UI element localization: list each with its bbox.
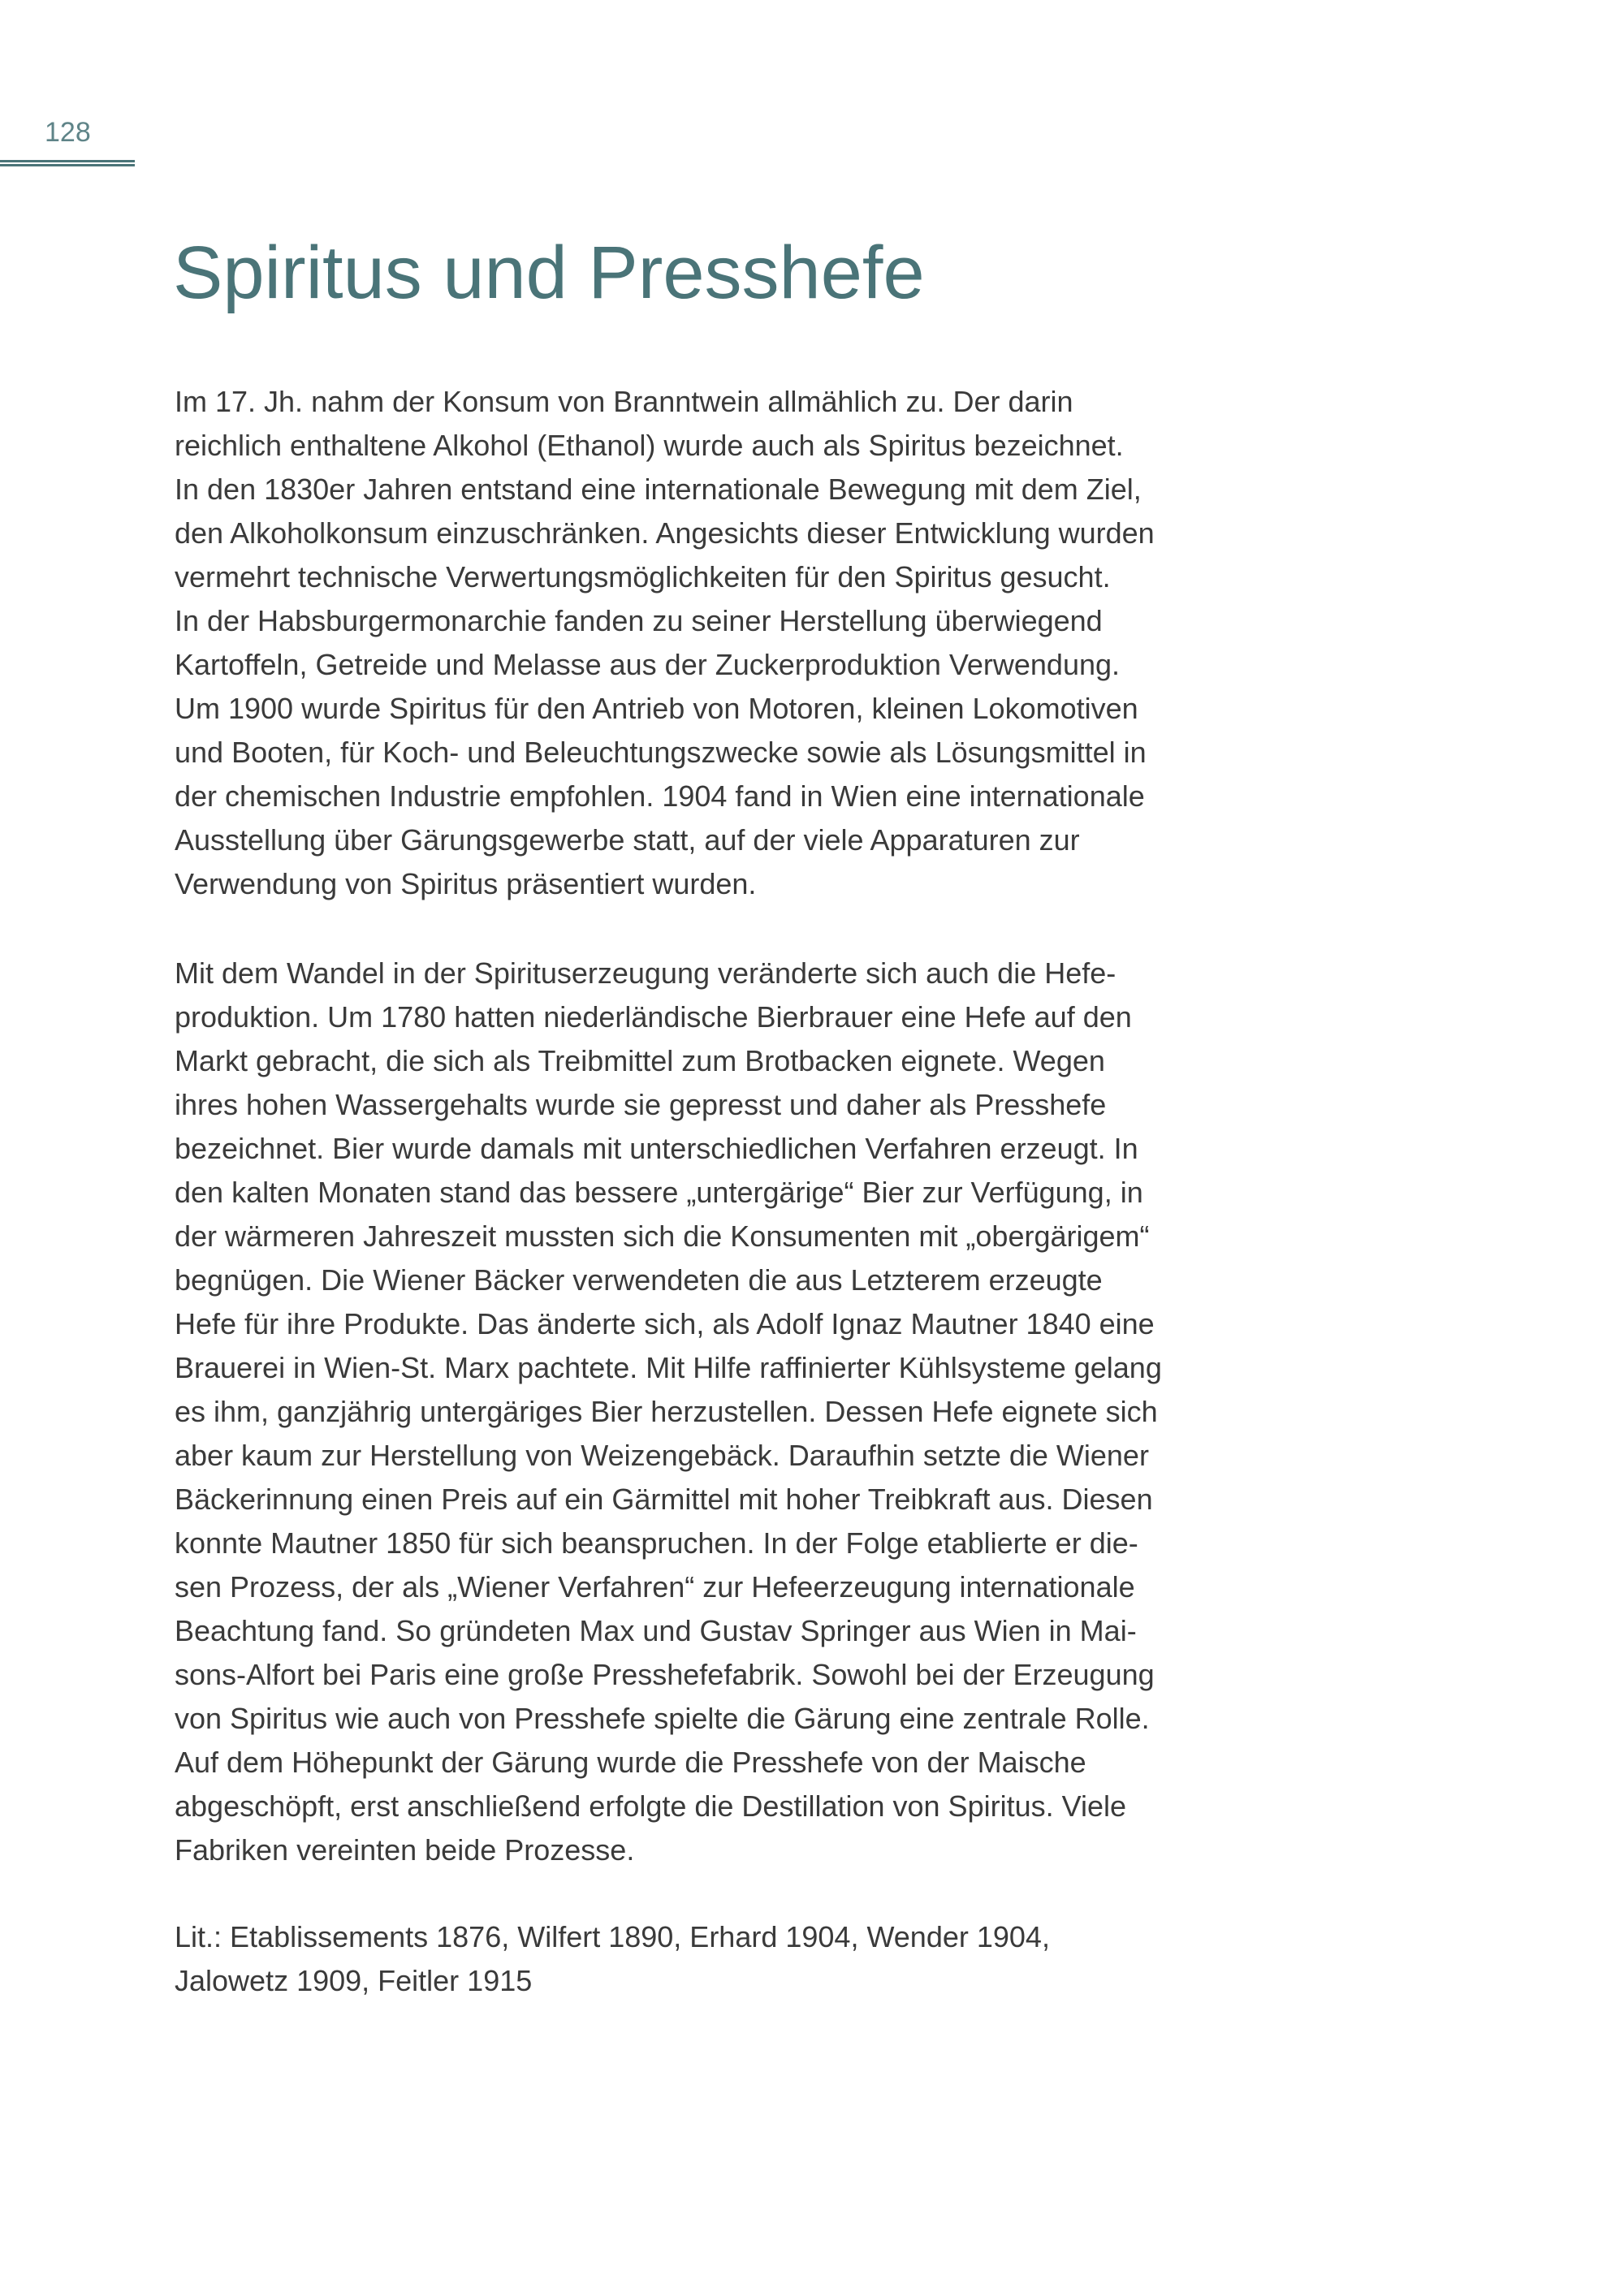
text-line: abgeschöpft, erst anschließend erfolgte die Destillation von Spiritus. Viele — [175, 1789, 1127, 1823]
literature-references — [175, 1915, 1050, 2003]
header-rule-bottom — [0, 164, 135, 166]
text-line: produktion. Um 1780 hatten niederländische Bierbrauer eine Hefe auf den — [175, 1000, 1132, 1034]
text-line: der chemischen Industrie empfohlen. 1904 fand in Wien eine internationale — [175, 779, 1145, 813]
text-line: aber kaum zur Herstellung von Weizengebäck. Daraufhin setzte die Wiener — [175, 1439, 1149, 1472]
text-line: und Booten, für Koch- und Beleuchtungszwecke sowie als Lösungsmittel in — [175, 736, 1147, 769]
text-line: bezeichnet. Bier wurde damals mit unterschiedlichen Verfahren erzeugt. In — [175, 1132, 1138, 1165]
text-line: vermehrt technische Verwertungsmöglichkeiten für den Spiritus gesucht. — [175, 560, 1111, 594]
text-line: Beachtung fand. So gründeten Max und Gustav Springer aus Wien in Mai- — [175, 1614, 1137, 1647]
text-line: Im 17. Jh. nahm der Konsum von Branntwein allmählich zu. Der darin — [175, 385, 1073, 418]
text-line: In den 1830er Jahren entstand eine internationale Bewegung mit dem Ziel, — [175, 473, 1142, 506]
paragraph-2 — [175, 952, 1162, 1872]
text-line: Ausstellung über Gärungsgewerbe statt, auf der viele Apparaturen zur — [175, 823, 1080, 857]
text-line: sons-Alfort bei Paris eine große Presshefefabrik. Sowohl bei der Erzeugung — [175, 1658, 1155, 1691]
text-line: Fabriken vereinten beide Prozesse. — [175, 1833, 635, 1867]
text-line: ihres hohen Wassergehalts wurde sie gepresst und daher als Presshefe — [175, 1088, 1107, 1121]
text-line: Auf dem Höhepunkt der Gärung wurde die Presshefe von der Maische — [175, 1746, 1086, 1779]
header-rule-top — [0, 160, 135, 162]
text-line: den kalten Monaten stand das bessere „untergärige“ Bier zur Verfügung, in — [175, 1176, 1143, 1209]
text-line: Lit.: Etablissements 1876, Wilfert 1890, Erhard 1904, Wender 1904, — [175, 1920, 1050, 1953]
text-line: Brauerei in Wien-St. Marx pachtete. Mit Hilfe raffinierter Kühlsysteme gelang — [175, 1351, 1162, 1384]
page-title: Spiritus und Presshefe — [173, 231, 925, 314]
paragraph-1 — [175, 380, 1155, 906]
text-line: Markt gebracht, die sich als Treibmittel zum Brotbacken eignete. Wegen — [175, 1044, 1105, 1077]
text-line: der wärmeren Jahreszeit mussten sich die Konsumenten mit „obergärigem“ — [175, 1219, 1150, 1253]
text-line: von Spiritus wie auch von Presshefe spielte die Gärung eine zentrale Rolle. — [175, 1702, 1150, 1735]
text-line: sen Prozess, der als „Wiener Verfahren“ zur Hefeerzeugung internationale — [175, 1570, 1135, 1604]
text-line: Jalowetz 1909, Feitler 1915 — [175, 1964, 533, 1997]
text-line: Um 1900 wurde Spiritus für den Antrieb von Motoren, kleinen Lokomotiven — [175, 692, 1138, 725]
text-line: Verwendung von Spiritus präsentiert wurden. — [175, 867, 757, 900]
text-line: Mit dem Wandel in der Spirituserzeugung veränderte sich auch die Hefe- — [175, 956, 1116, 990]
text-line: In der Habsburgermonarchie fanden zu seiner Herstellung überwiegend — [175, 604, 1103, 637]
page-number: 128 — [45, 117, 91, 148]
text-line: Hefe für ihre Produkte. Das änderte sich, als Adolf Ignaz Mautner 1840 eine — [175, 1307, 1155, 1340]
text-line: es ihm, ganzjährig untergäriges Bier herzustellen. Dessen Hefe eignete sich — [175, 1395, 1158, 1428]
text-line: reichlich enthaltene Alkohol (Ethanol) wurde auch als Spiritus bezeichnet. — [175, 429, 1124, 462]
text-line: begnügen. Die Wiener Bäcker verwendeten die aus Letzterem erzeugte — [175, 1263, 1103, 1297]
text-line: konnte Mautner 1850 für sich beanspruchen. In der Folge etablierte er die- — [175, 1526, 1138, 1560]
text-line: den Alkoholkonsum einzuschränken. Angesichts dieser Entwicklung wurden — [175, 516, 1155, 550]
text-line: Kartoffeln, Getreide und Melasse aus der Zuckerproduktion Verwendung. — [175, 648, 1121, 681]
text-line: Bäckerinnung einen Preis auf ein Gärmittel mit hoher Treibkraft aus. Diesen — [175, 1483, 1153, 1516]
